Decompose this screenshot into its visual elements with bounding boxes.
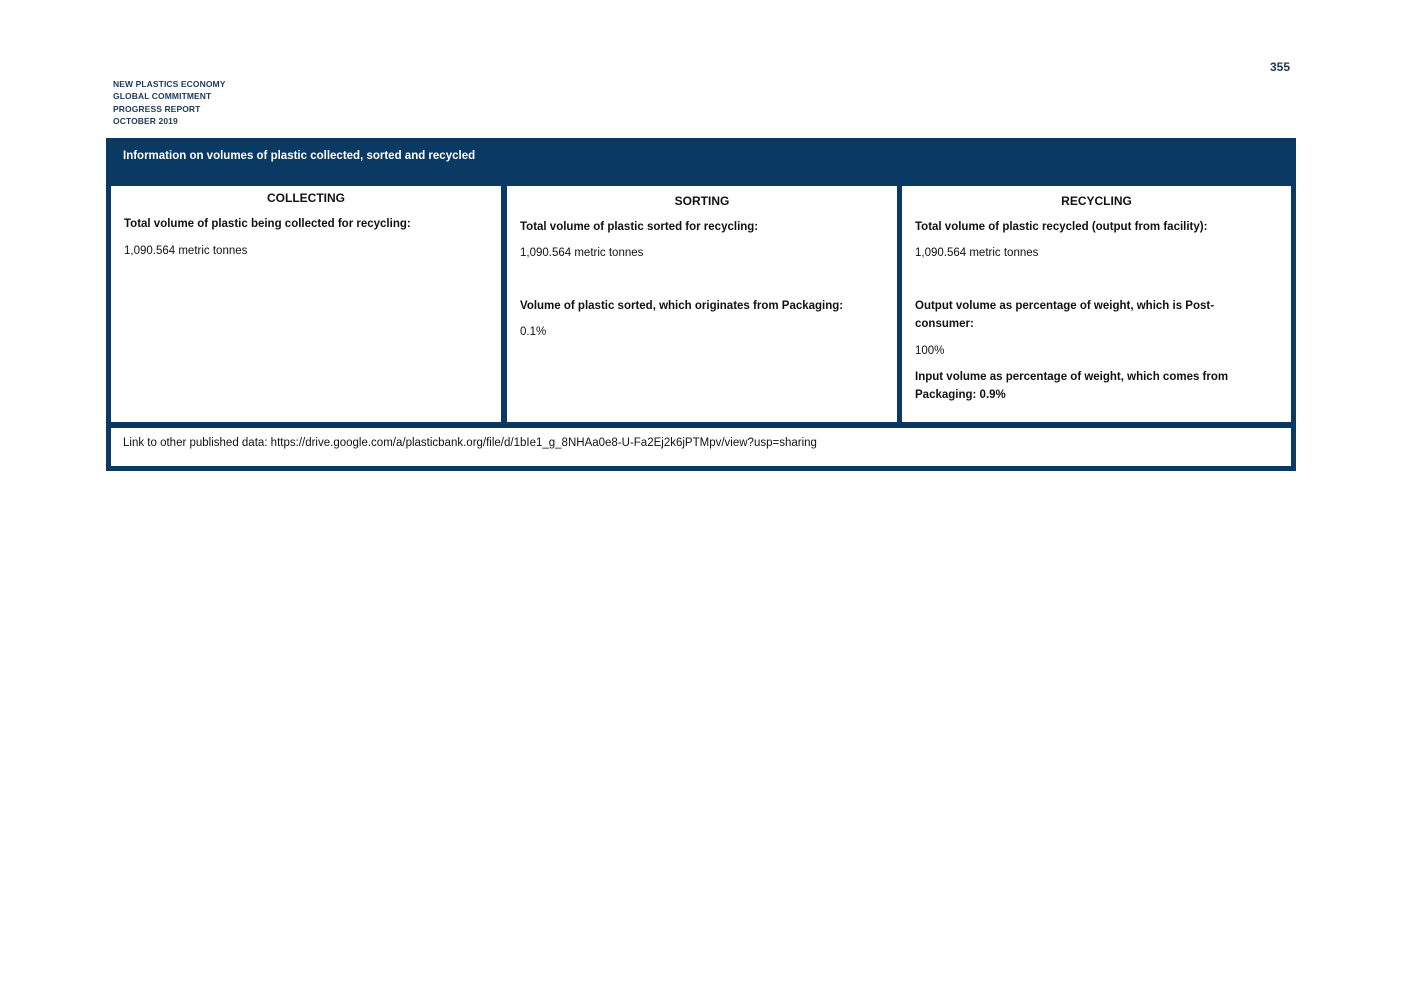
table-footer [111, 428, 1291, 466]
sorting-cell [507, 186, 897, 422]
report-header-line: OCTOBER 2019 [113, 115, 178, 126]
report-header [113, 78, 226, 127]
recycling-packaging-label: Input volume as percentage of weight, which comes from Packaging: 0.9% [915, 371, 1229, 401]
table-title: Information on volumes of plastic collected, sorted and recycled [123, 150, 476, 162]
report-header-line: GLOBAL COMMITMENT [113, 91, 212, 102]
recycling-cell [902, 186, 1291, 422]
recycling-postconsumer-label: Output volume as percentage of weight, which is Post-consumer: [915, 300, 1215, 330]
sorting-packaging-value: 0.1% [520, 326, 547, 338]
collecting-heading: COLLECTING [267, 191, 345, 205]
collecting-cell [111, 186, 501, 422]
sorting-packaging-label: Volume of plastic sorted, which originates from Packaging: [520, 300, 844, 312]
sorting-heading: SORTING [674, 194, 730, 208]
recycling-heading: RECYCLING [1061, 194, 1132, 208]
report-header-line: NEW PLASTICS ECONOMY [113, 79, 226, 89]
sorting-total-label: Total volume of plastic sorted for recycling: [520, 221, 759, 233]
collecting-total-value: 1,090.564 metric tonnes [124, 245, 248, 257]
page-number: 355 [1269, 60, 1290, 74]
collecting-total-label: Total volume of plastic being collected for recycling: [124, 218, 411, 230]
recycling-postconsumer-value: 100% [915, 345, 945, 357]
report-header-line: PROGRESS REPORT [113, 103, 201, 114]
published-data-link[interactable]: Link to other published data: https://drive.google.com/a/plasticbank.org/file/d/1bIe1_g_8NHAa0e8-U-Fa2Ej2k6jPTMpv/view?usp=sharing [123, 437, 817, 449]
recycling-total-label: Total volume of plastic recycled (output from facility): [915, 221, 1208, 233]
sorting-total-value: 1,090.564 metric tonnes [520, 247, 644, 259]
volumes-table [106, 138, 1296, 471]
recycling-total-value: 1,090.564 metric tonnes [915, 247, 1039, 259]
